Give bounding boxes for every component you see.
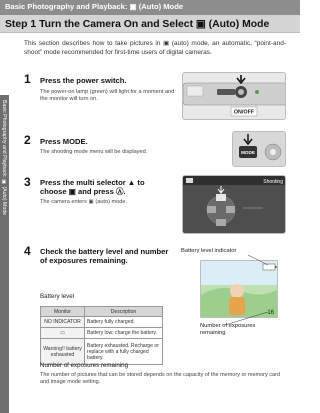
step-2-number: 2 (24, 133, 31, 147)
step-1-title: Press the power switch. (40, 76, 127, 85)
step-2-title: Press MODE. (40, 137, 88, 146)
step-4-number: 4 (24, 244, 31, 258)
exposures-heading: Number of exposures remaining (40, 362, 129, 369)
shooting-label: Shooting (263, 179, 283, 185)
intro-paragraph: This section describes how to take pictures in ▣ (auto) mode, an automatic, “point-and-shoot” mode recommended for first-time users of digital cameras. (24, 40, 286, 56)
battery-level-heading: Battery level (40, 293, 75, 300)
step-2-description: The shooting mode menu will be displayed. (40, 149, 148, 155)
description-cell: Battery fully charged. (85, 317, 163, 328)
step-3-number: 3 (24, 175, 31, 189)
step-1-number: 1 (24, 72, 31, 86)
onoff-label: ON/OFF (233, 109, 255, 116)
exposure-count: 16 (267, 310, 274, 316)
exposures-note: The number of pictures that can be stored depends on the capacity of the memory or memory card and image mode setting. (40, 372, 280, 385)
section-header: Basic Photography and Playback: ▣ (Auto) Mode (5, 2, 184, 11)
exposures-annotation: Number of exposures remaining (200, 323, 256, 336)
column-header-description: Description (85, 307, 163, 317)
step-1-description: The power-on lamp (green) will light for a moment and the monitor will turn on. (40, 89, 175, 103)
side-tab-label: Basic Photography and Playback: ▣ (Auto) Mode (1, 100, 7, 215)
mode-label: MODE (241, 150, 255, 155)
monitor-cell: NO INDICATOR (41, 317, 85, 328)
battery-indicator-annotation: Battery level indicator (181, 248, 237, 254)
column-header-monitor: Monitor (41, 307, 85, 317)
step-3-title: Press the multi selector ▲ to choose ▣ and press Ⓐ. (40, 178, 145, 197)
monitor-cell: Warning!! battery exhausted (41, 339, 85, 365)
step-3-description: The camera enters ▣ (auto) mode. (40, 199, 128, 205)
description-cell: Battery low; charge the battery. (85, 328, 163, 339)
monitor-cell: ▭ (41, 328, 85, 339)
description-cell: Battery exhausted. Recharge or replace with a fully charged battery. (85, 339, 163, 365)
step-4-title: Check the battery level and number of exposures remaining. (40, 247, 169, 266)
page-title: Step 1 Turn the Camera On and Select ▣ (Auto) Mode (5, 19, 270, 30)
